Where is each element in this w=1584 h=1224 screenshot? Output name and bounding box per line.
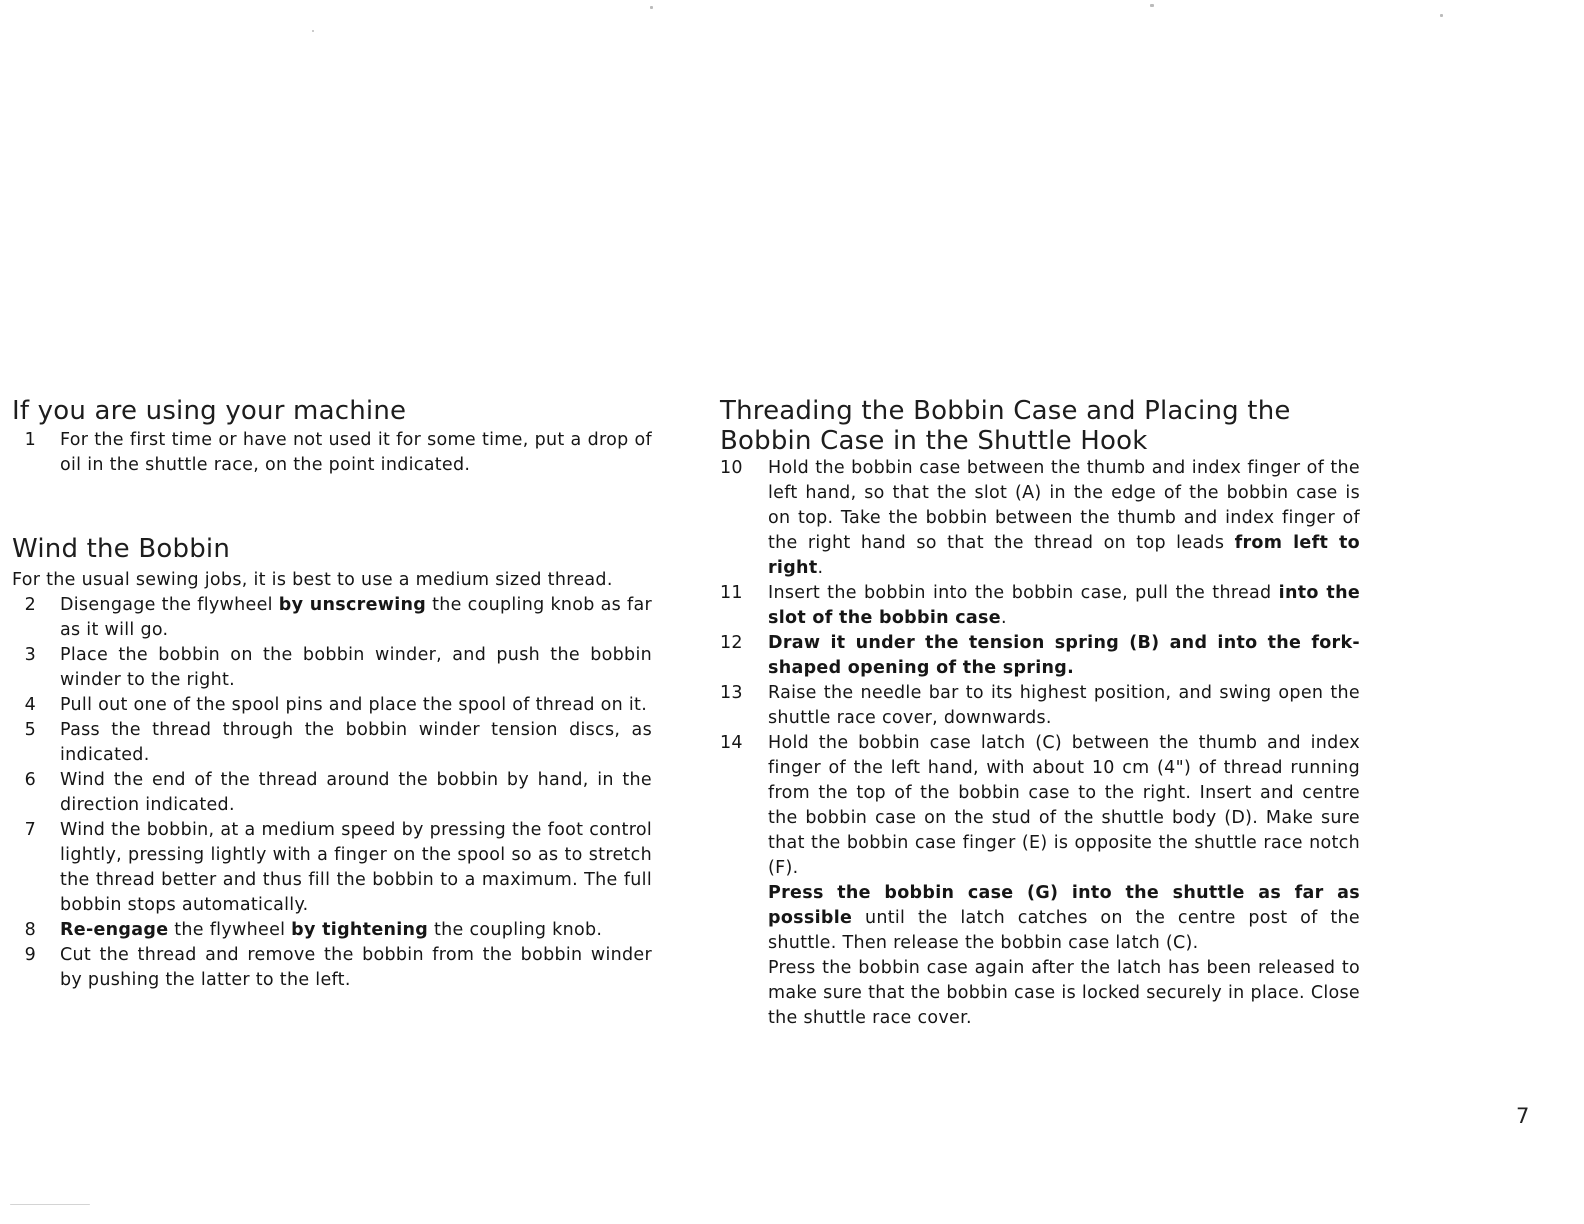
right-column: [720, 396, 1360, 1031]
section-wind-bobbin: [12, 534, 652, 993]
item-number: 8: [24, 920, 36, 940]
text-run: the coupling knob.: [428, 920, 603, 940]
item-text: Wind the end of the thread around the bobbin by hand, in the direction indicated.: [60, 770, 652, 815]
item-number: 7: [24, 820, 36, 840]
item-number: 11: [720, 583, 743, 603]
item-number: 10: [720, 458, 743, 478]
item-number: 9: [24, 945, 36, 965]
section-using-machine: [12, 396, 652, 478]
paragraph-lock-bobbin-case: Press the bobbin case again after the latch has been released to make sure that the bobbin case is locked securely in place. Close the shuttle race cover.: [768, 958, 1360, 1028]
left-column: [12, 396, 652, 993]
text-emphasis: Re-engage: [60, 920, 169, 940]
item-text: Raise the needle bar to its highest position, and swing open the shuttle race cover, downwards.: [768, 683, 1360, 728]
list-item: [12, 693, 652, 718]
list-item: [12, 718, 652, 768]
item-text: [60, 918, 652, 943]
scan-speck: [1440, 14, 1443, 17]
item-number: 5: [24, 720, 36, 740]
item-text: [768, 581, 1360, 631]
item-text: Wind the bobbin, at a medium speed by pressing the foot control lightly, pressing lightly with a finger on the spool so as to stretch the thread better and thus fill the bobbin to a maximum. The full bobbin stops automatically.: [60, 820, 652, 915]
list-item: [12, 593, 652, 643]
list-item: [12, 643, 652, 693]
section-threading-bobbin-case: [720, 396, 1360, 1031]
text-emphasis: by tightening: [291, 920, 429, 940]
text-run: Hold the bobbin case between the thumb and index finger of the left hand, so that the slot (A) in the edge of the bobbin case is on top. Take the bobbin between the thumb and index finger of the right hand so that the thread on top leads: [768, 458, 1360, 553]
item-text: [768, 456, 1360, 581]
item-text: Hold the bobbin case latch (C) between the thumb and index finger of the left hand, with about 10 cm (4") of thread running from the top of the bobbin case to the right. Insert and centre the bobbin case on the stud of the shuttle body (D). Make sure that the bobbin case finger (E) is opposite the shuttle race notch (F).: [768, 733, 1360, 878]
paragraph-press-bobbin-case: [720, 881, 1360, 956]
scan-speck: [650, 6, 653, 9]
item-text: For the first time or have not used it for some time, put a drop of oil in the shuttle race, on the point indicated.: [60, 430, 652, 475]
text-emphasis: from left to right: [768, 533, 1360, 578]
text-run: the coupling knob as far as it will go.: [60, 595, 652, 640]
scan-speck: [1150, 4, 1154, 7]
text-run: until the latch catches on the centre post of the shuttle. Then release the bobbin case latch (C).: [768, 908, 1360, 953]
text-run: the flywheel: [168, 920, 292, 940]
list-item: [720, 731, 1360, 881]
scan-speck: [10, 1204, 90, 1205]
text-run: .: [817, 558, 824, 578]
item-text: Cut the thread and remove the bobbin from the bobbin winder by pushing the latter to the left.: [60, 945, 652, 990]
item-number: 13: [720, 683, 743, 703]
list-item: [720, 581, 1360, 631]
item-text: [60, 593, 652, 643]
list-item: [12, 943, 652, 993]
item-number: 1: [24, 430, 36, 450]
heading-threading-bobbin-case: Threading the Bobbin Case and Placing the Bobbin Case in the Shuttle Hook: [720, 396, 1291, 456]
text-emphasis: into the slot of the bobbin case: [768, 583, 1360, 628]
page-number: 7: [1516, 1104, 1530, 1128]
heading-using-machine: If you are using your machine: [12, 396, 407, 426]
item-text: [768, 631, 1360, 681]
scan-speck: [312, 30, 314, 32]
item-number: 3: [24, 645, 36, 665]
wind-intro: For the usual sewing jobs, it is best to use a medium sized thread.: [12, 570, 613, 590]
list-item: [12, 428, 652, 478]
item-number: 14: [720, 733, 743, 753]
list-item: [720, 681, 1360, 731]
text-emphasis: Draw it under the tension spring (B) and into the fork-shaped opening of the spring.: [768, 633, 1360, 678]
item-text: Place the bobbin on the bobbin winder, and push the bobbin winder to the right.: [60, 645, 652, 690]
text-emphasis: Press the bobbin case (G) into the shuttle as far as possible: [768, 883, 1360, 928]
item-number: 6: [24, 770, 36, 790]
list-item: [12, 918, 652, 943]
item-text: Pass the thread through the bobbin winder tension discs, as indicated.: [60, 720, 652, 765]
list-item: [720, 631, 1360, 681]
list-item: [720, 456, 1360, 581]
item-number: 12: [720, 633, 743, 653]
text-run: Insert the bobbin into the bobbin case, pull the thread: [768, 583, 1279, 603]
text-run: Disengage the flywheel: [60, 595, 279, 615]
text-emphasis: by unscrewing: [278, 595, 427, 615]
list-item: [12, 768, 652, 818]
item-text: Pull out one of the spool pins and place the spool of thread on it.: [60, 695, 648, 715]
list-item: [12, 818, 652, 918]
heading-wind-bobbin: Wind the Bobbin: [12, 534, 230, 564]
item-number: 2: [24, 595, 36, 615]
text-run: .: [1000, 608, 1007, 628]
item-number: 4: [24, 695, 36, 715]
